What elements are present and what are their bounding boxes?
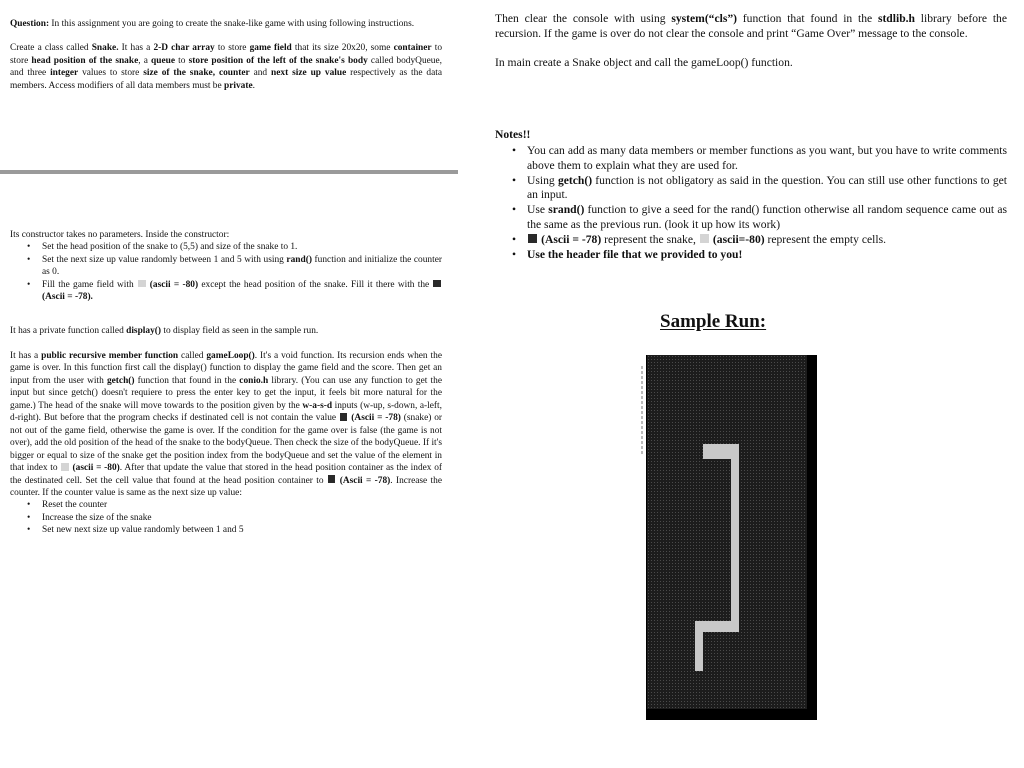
list-item <box>10 241 442 253</box>
text-run: Reset the counter <box>42 500 108 511</box>
text-run: (ascii = -80) <box>146 279 199 290</box>
empty-cell-icon <box>61 463 69 471</box>
text-run: 2-D char array <box>153 43 215 54</box>
text-run: getch() <box>106 375 135 386</box>
text-run: Increase the size of the snake <box>42 512 152 523</box>
notes-bullets <box>495 144 1007 262</box>
text-run: container <box>393 43 432 54</box>
text-run: srand() <box>548 203 585 217</box>
text-run: display() <box>126 326 162 336</box>
list-item <box>10 499 442 511</box>
text-run: conio.h <box>239 375 269 386</box>
right-column <box>495 12 1007 70</box>
text-run: represent the empty cells. <box>764 232 886 246</box>
text-run: Using <box>527 173 558 187</box>
text-run: It has a <box>118 43 154 54</box>
section-divider <box>0 170 458 174</box>
text-run: to <box>175 55 189 66</box>
text-run: to store <box>214 43 250 54</box>
game-field <box>647 355 807 709</box>
text-run: (Ascii = -78) <box>348 413 401 424</box>
text-run: called bodyQueue, and three <box>10 55 442 79</box>
list-item <box>495 248 1007 263</box>
text-run: , a <box>138 55 152 66</box>
constructor-section <box>10 229 442 303</box>
empty-cell-icon <box>700 234 709 243</box>
text-run: stdlib.h <box>877 12 915 25</box>
text-run: called <box>178 351 207 361</box>
text-run: Set the head position of the snake to (5,5) and size of the snake to 1. <box>42 242 298 253</box>
constructor-bullets <box>10 241 442 303</box>
gameloop-section <box>10 350 442 537</box>
constructor-intro: Its constructor takes no parameters. Inside the constructor: <box>10 230 230 240</box>
text-run: system(“cls”) <box>671 12 738 25</box>
text-run: public recursive member function <box>41 351 179 361</box>
text-run: . It's a void function. Its recursion ends when the game is over. In this function first call the display() function to display the game field and the score. Then get an input from the user with <box>10 351 442 386</box>
display-paragraph <box>10 325 442 337</box>
question-paragraph <box>10 18 442 30</box>
list-item <box>10 254 442 279</box>
snake-cell-icon <box>340 413 348 421</box>
list-item <box>10 524 442 536</box>
text-run: (ascii = -80) <box>69 463 120 474</box>
question-label: Question: <box>10 19 50 29</box>
snake-cell-icon <box>328 475 336 483</box>
console-edge-marker <box>641 365 643 455</box>
text-run: integer <box>50 68 79 79</box>
display-section <box>10 325 442 337</box>
text-run: (Ascii = -78) <box>336 475 391 486</box>
text-run: Use the header file that we provided to you! <box>527 247 743 261</box>
text-run: that its size 20x20, some <box>291 43 394 54</box>
text-run: private <box>224 80 253 91</box>
gameloop-paragraph <box>10 350 442 499</box>
clear-console-paragraph <box>495 12 1007 42</box>
list-item <box>495 144 1007 174</box>
text-run: size of the snake, counter <box>143 68 250 79</box>
text-run: gameLoop() <box>206 351 255 361</box>
text-run: Create a class called <box>10 43 92 54</box>
text-run: Use <box>527 203 549 217</box>
snake-cell-icon <box>528 234 537 243</box>
text-run: You can add as many data members or member functions as you want, but you have to write comments above them to explain what they are used for. <box>527 144 1007 172</box>
text-run: and <box>249 68 272 79</box>
text-run: function and initialize the counter as 0. <box>42 254 442 278</box>
snake-segment <box>695 621 703 671</box>
notes-section <box>495 144 1007 262</box>
list-item <box>495 174 1007 204</box>
text-run: represent the snake, <box>601 232 699 246</box>
snake-cell-icon <box>433 280 441 288</box>
text-run: values to store <box>78 68 144 79</box>
gameloop-bullets <box>10 499 442 536</box>
text-run: (snake) or not out of the game field, otherwise the game is over. If the condition for the game over is false (the game is not over), add the old position of the head of the snake to the bodyQueue. Then check the size of the bodyQueue. If it's bigger or equal to size of the snake get the position index from the bodyQueue and set the value of the element in that index to <box>10 413 443 474</box>
text-run: next size up value <box>271 68 347 79</box>
sample-run-title: Sample Run: <box>660 311 767 332</box>
list-item <box>495 203 1007 233</box>
text-run: w-a-s-d <box>302 400 333 411</box>
text-run: Fill the game field with <box>42 279 137 290</box>
text-run: getch() <box>557 173 593 187</box>
text-run: (ascii=-80) <box>710 232 765 246</box>
left-column <box>10 18 442 92</box>
text-run: Set the next size up value randomly between 1 and 5 with using <box>42 254 287 265</box>
text-run: function that found in the <box>737 12 878 25</box>
text-run: queue <box>151 55 176 66</box>
text-run: It has a private function called <box>10 326 127 336</box>
list-item <box>10 512 442 524</box>
text-run: function to give a seed for the rand() function otherwise all random sequence came out as the same as the previous run. (look it up how its work) <box>527 203 1007 231</box>
text-run: Then clear the console with using <box>495 12 672 25</box>
text-run: Snake. <box>91 43 119 54</box>
text-run: library. (You can use any function to get the input but since getch() doesn't requiere to press the enter key to get the input, it feels bit more natural for the game.) The head of the snake will move towards to the position given by the <box>10 375 442 411</box>
text-run: except the head position of the snake. Fill it there with the <box>198 279 433 290</box>
text-run: store position of the left of the snake's body <box>188 55 368 66</box>
text-run: It has a <box>10 351 42 361</box>
text-run: function that found in the <box>134 375 240 386</box>
text-run: library before the recursion. If the game is over do not clear the console and print “Game Over” message to the console. <box>495 12 1008 40</box>
text-run: head position of the snake <box>31 55 139 66</box>
text-run: . After that update the value that stored in the head position container as the index of the destinated cell. Set the cell value that found at the head position container to <box>10 463 442 486</box>
text-run: to store <box>10 43 443 66</box>
snake-segment <box>731 444 739 632</box>
text-run: . <box>252 80 255 91</box>
text-run: . Increase the counter. If the counter value is same as the next size up value: <box>10 475 442 498</box>
class-description-paragraph <box>10 42 442 92</box>
main-paragraph: In main create a Snake object and call the gameLoop() function. <box>495 55 793 69</box>
list-item <box>495 233 1007 248</box>
empty-cell-icon <box>138 280 146 288</box>
text-run: (Ascii = -78). <box>42 292 93 303</box>
text-run: Set new next size up value randomly between 1 and 5 <box>42 525 244 536</box>
question-text: In this assignment you are going to create the snake-like game with using following instructions. <box>49 19 415 29</box>
text-run: inputs (w-up, s-down, a-left, d-right). But before that the program checks if destinated cell is not contain the value <box>10 400 442 424</box>
text-run: respectively as the data members. Access modifiers of all data members must be <box>10 68 442 91</box>
text-run: game field <box>249 43 292 54</box>
text-run: (Ascii = -78) <box>538 232 602 246</box>
text-run: function is not obligatory as said in the question. You can still use other functions to get an input. <box>527 173 1007 202</box>
notes-title: Notes!! <box>495 128 531 141</box>
text-run: to display field as seen in the sample run. <box>161 326 319 336</box>
text-run: rand() <box>286 254 312 265</box>
list-item <box>10 279 442 304</box>
sample-run-console <box>646 355 817 720</box>
